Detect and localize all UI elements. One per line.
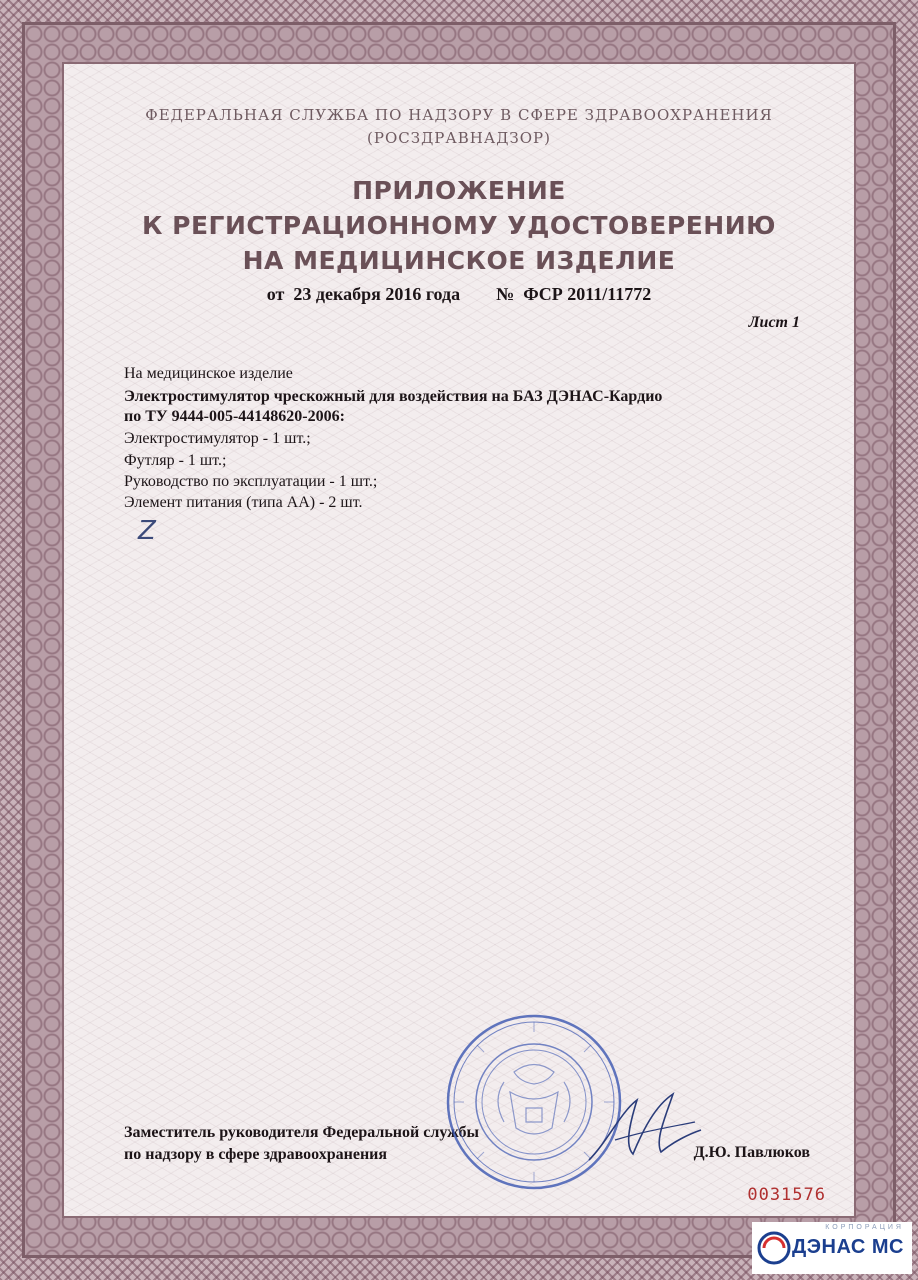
logo-emblem-icon xyxy=(756,1230,792,1266)
signer-name: Д.Ю. Павлюков xyxy=(693,1144,810,1161)
agency-abbreviation: (РОСЗДРАВНАДЗОР) xyxy=(367,129,551,147)
list-item: Электростимулятор - 1 шт.; xyxy=(124,430,311,447)
logo-corporation-label: КОРПОРАЦИЯ xyxy=(825,1224,904,1231)
list-item: Элемент питания (типа АА) - 2 шт. xyxy=(124,494,363,511)
signer-position-line2: по надзору в сфере здравоохранения xyxy=(124,1146,388,1163)
registration-number: ФСР 2011/11772 xyxy=(523,284,652,304)
document-title-line1: ПРИЛОЖЕНИЕ xyxy=(352,176,566,205)
device-name: Электростимулятор чрескожный для воздействия на БАЗ ДЭНАС-Кардио xyxy=(124,388,663,405)
number-sign: № xyxy=(496,284,515,304)
list-item: Руководство по эксплуатации - 1 шт.; xyxy=(124,473,378,490)
document-title-line3: НА МЕДИЦИНСКОЕ ИЗДЕЛИЕ xyxy=(242,246,676,275)
signer-position-line1: Заместитель руководителя Федеральной службы xyxy=(124,1124,479,1141)
document-title-line2: К РЕГИСТРАЦИОННОМУ УДОСТОВЕРЕНИЮ xyxy=(142,211,776,240)
company-logo xyxy=(752,1222,912,1274)
registration-date: от 23 декабря 2016 года xyxy=(266,284,461,304)
list-item: Футляр - 1 шт.; xyxy=(124,452,227,469)
device-spec: по ТУ 9444-005-44148620-2006: xyxy=(124,408,345,425)
handwritten-signature xyxy=(585,1082,705,1172)
serial-number: 0031576 xyxy=(747,1185,826,1205)
logo-company-name: ДЭНАС МС xyxy=(792,1236,904,1258)
registration-line xyxy=(0,284,918,305)
intro-text: На медицинское изделие xyxy=(124,365,293,382)
sheet-number: Лист 1 xyxy=(748,314,800,331)
agency-name: ФЕДЕРАЛЬНАЯ СЛУЖБА ПО НАДЗОРУ В СФЕРЕ ЗДРАВООХРАНЕНИЯ xyxy=(145,106,773,124)
handwritten-mark: Z xyxy=(138,516,156,546)
